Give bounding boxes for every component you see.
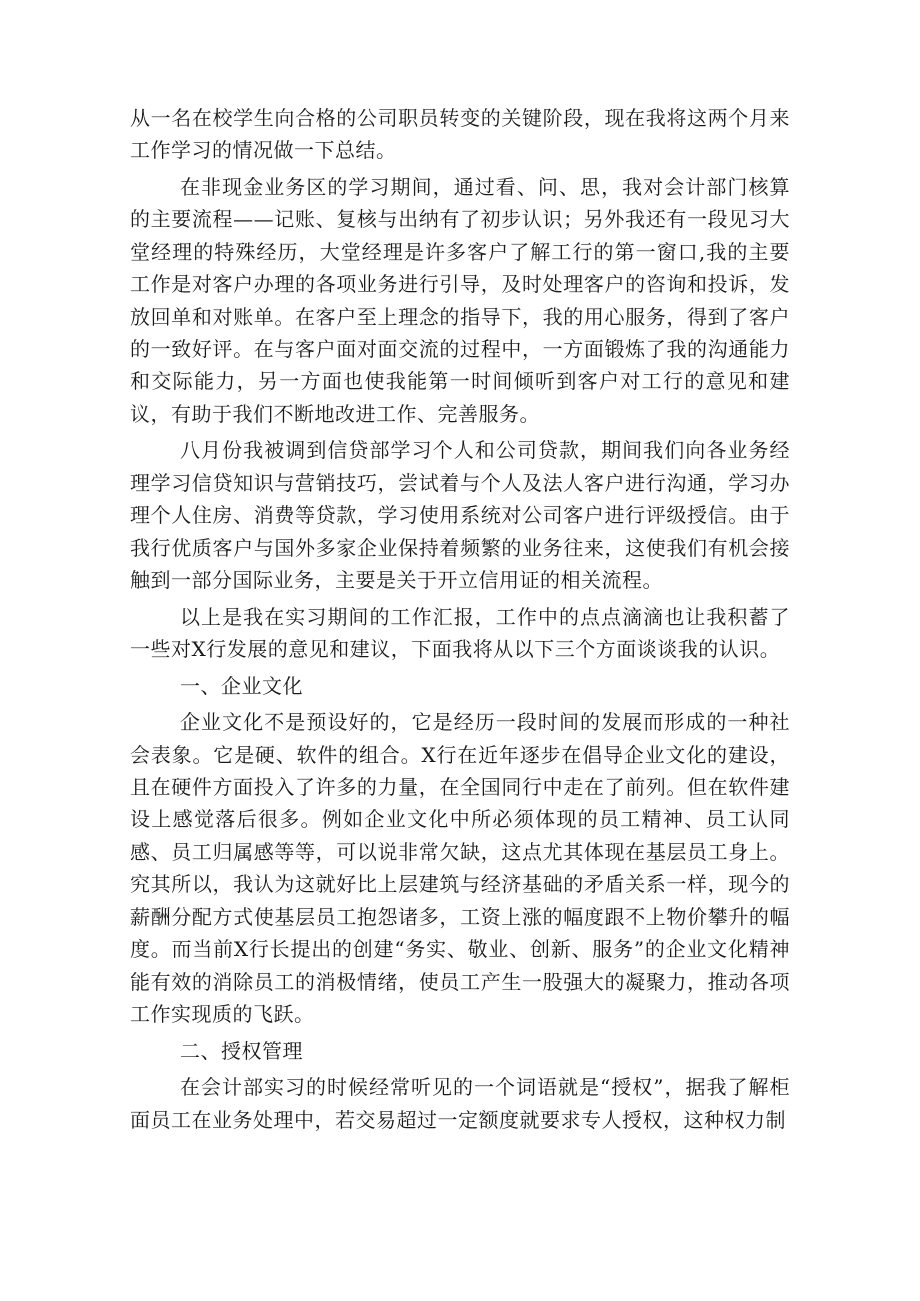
- paragraph-1: 从一名在校学生向合格的公司职员转变的关键阶段，现在我将这两个月来工作学习的情况做一下总结。: [130, 106, 790, 163]
- document-body: [130, 102, 790, 1140]
- section-heading-authorization-management: 二、授权管理: [180, 1038, 303, 1063]
- paragraph-5: 企业文化不是预设好的，它是经历一段时间的发展而形成的一种社会表象。它是硬、软件的组合。X行在近年逐步在倡导企业文化的建设，且在硬件方面投入了许多的力量，在全国同行中走在了前列。但在软件建设上感觉落后很多。例如企业文化中所必须体现的员工精神、员工认同感、员工归属感等等，可以说非常欠缺，这点尤其体现在基层员工身上。究其所以，我认为这就好比上层建筑与经济基础的矛盾关系一样，现今的薪酬分配方式使基层员工抱怨诸多，工资上涨的幅度跟不上物价攀升的幅度。而当前X行长提出的创建“务实、敬业、创新、服务”的企业文化精神能有效的消除员工的消极情绪，使员工产生一股强大的凝聚力，推动各项工作实现质的飞跃。: [130, 710, 790, 1026]
- section-heading-corporate-culture: 一、企业文化: [180, 673, 303, 698]
- paragraph-6: 在会计部实习的时候经常听见的一个词语就是“授权”，据我了解柜面员工在业务处理中，若交易超过一定额度就要求专人授权，这种权力制: [130, 1075, 790, 1132]
- paragraph-3: 八月份我被调到信贷部学习个人和公司贷款，期间我们向各业务经理学习信贷知识与营销技巧，尝试着与个人及法人客户进行沟通，学习办理个人住房、消费等贷款，学习使用系统对公司客户进行评级授信。由于我行优质客户与国外多家企业保持着频繁的业务往来，这使我们有机会接触到一部分国际业务，主要是关于开立信用证的相关流程。: [130, 438, 790, 593]
- paragraph-4: 以上是我在实习期间的工作汇报，工作中的点点滴滴也让我积蓄了一些对X行发展的意见和建议，下面我将从以下三个方面谈谈我的认识。: [130, 604, 790, 662]
- paragraph-2: 在非现金业务区的学习期间，通过看、问、思，我对会计部门核算的主要流程——记账、复核与出纳有了初步认识；另外我还有一段见习大堂经理的特殊经历，大堂经理是许多客户了解工行的第一窗口,我的主要工作是对客户办理的各项业务进行引导，及时处理客户的咨询和投诉，发放回单和对账单。在客户至上理念的指导下，我的用心服务，得到了客户的一致好评。在与客户面对面交流的过程中，一方面锻炼了我的沟通能力和交际能力，另一方面也使我能第一时间倾听到客户对工行的意见和建议，有助于我们不断地改进工作、完善服务。: [130, 175, 790, 426]
